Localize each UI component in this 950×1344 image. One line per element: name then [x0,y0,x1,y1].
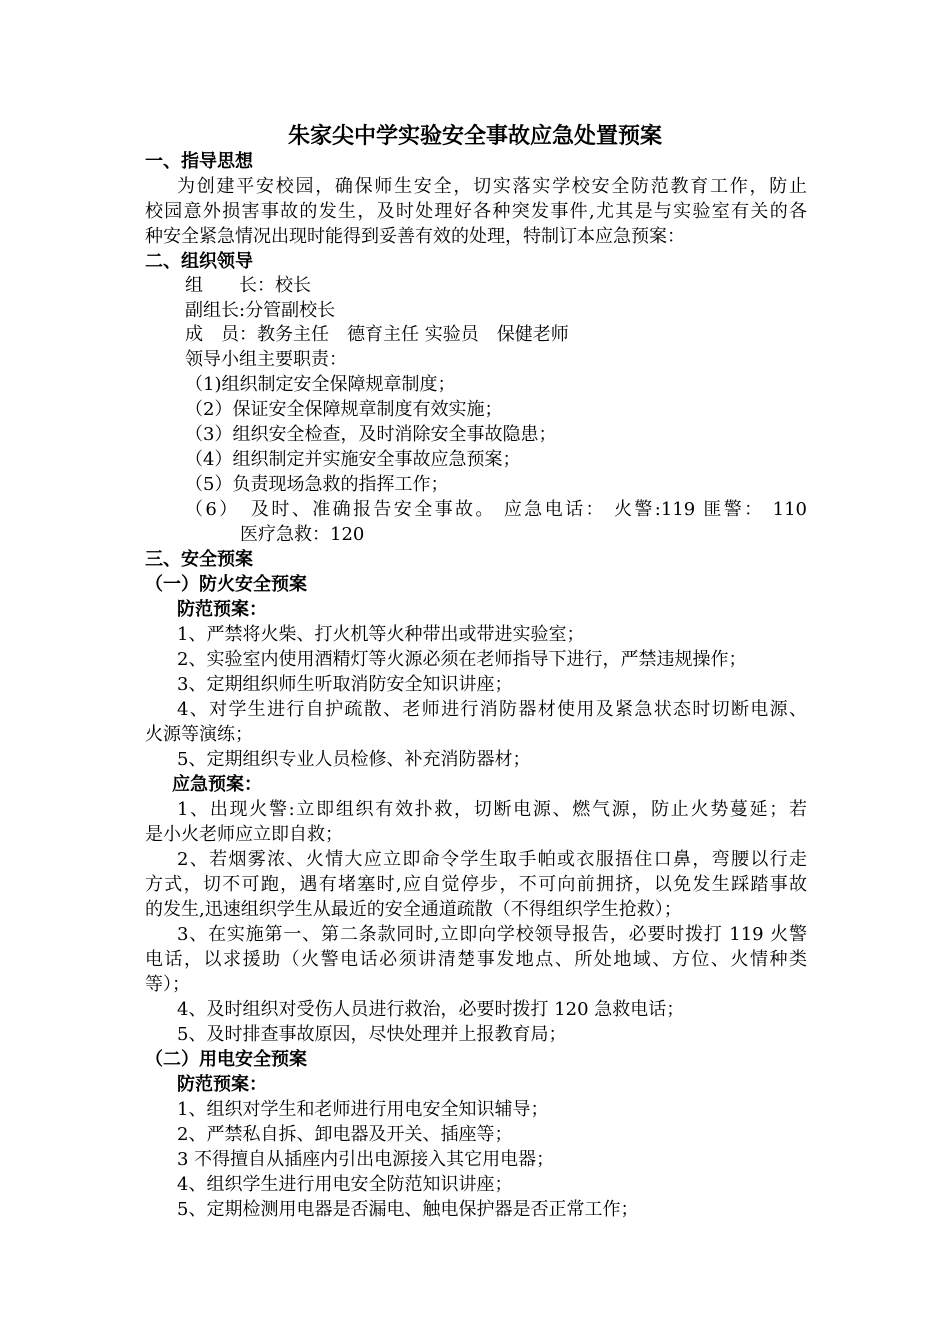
subsection-heading-fire: （一）防火安全预案 [145,574,307,595]
list-item: 2、实验室内使用酒精灯等火源必须在老师指导下进行，严禁违规操作； [177,649,747,670]
duty-item-emergency-phones: （6） 及时、准确报告安全事故。 应急电话： 火警:119 匪警： 110 [185,499,807,520]
list-item: 2、若烟雾浓、火情大应立即命令学生取手帕或衣服捂住口鼻，弯腰以行走 [177,849,807,870]
list-item: 1、组织对学生和老师进行用电安全知识辅导； [177,1099,549,1120]
duties-label: 领导小组主要职责： [185,349,347,370]
duty-item: （1)组织制定安全保障规章制度； [185,374,456,395]
list-item: 1、出现火警:立即组织有效扑救，切断电源、燃气源，防止火势蔓延；若 [177,799,807,820]
list-item: 5、及时排查事故原因，尽快处理并上报教育局； [177,1024,567,1045]
paragraph-line: 校园意外损害事故的发生，及时处理好各种突发事件,尤其是与实验室有关的各 [145,201,807,222]
section-heading-organization: 二、组织领导 [145,251,253,272]
list-item-continued: 的发生,迅速组织学生从最近的安全通道疏散（不得组织学生抢救）； [145,899,682,920]
duty-item: （5）负责现场急救的指挥工作； [185,474,449,495]
list-item: 1、严禁将火柴、打火机等火种带出或带进实验室； [177,624,585,645]
members-line: 成 员：教务主任 德育主任 实验员 保健老师 [185,324,569,345]
list-item: 3 不得擅自从插座内引出电源接入其它用电器； [177,1149,555,1170]
emergency-label: 应急预案： [172,774,262,795]
prevention-label: 防范预案： [177,599,267,620]
list-item: 4、对学生进行自护疏散、老师进行消防器材使用及紧急状态时切断电源、 [177,699,807,720]
list-item: 4、及时组织对受伤人员进行救治，必要时拨打 120 急救电话； [177,999,685,1020]
list-item-continued: 火源等演练； [145,724,253,745]
list-item: 5、定期检测用电器是否漏电、触电保护器是否正常工作； [177,1199,639,1220]
list-item-continued: 电话，以求援助（火警电话必须讲清楚事发地点、所处地域、方位、火情种类 [145,949,807,970]
list-item: 4、组织学生进行用电安全防范知识讲座； [177,1174,513,1195]
list-item-continued: 是小火老师应立即自救； [145,824,343,845]
list-item: 5、定期组织专业人员检修、补充消防器材； [177,749,531,770]
list-item-continued: 方式，切不可跑，遇有堵塞时,应自觉停步，不可向前拥挤，以免发生踩踏事故 [145,874,807,895]
list-item-continued: 等）； [145,974,190,995]
deputy-line: 副组长:分管副校长 [185,300,336,321]
section-heading-safety-plans: 三、安全预案 [145,549,253,570]
duty-item: （4）组织制定并实施安全事故应急预案； [185,449,521,470]
section-heading-guiding: 一、指导思想 [145,151,253,172]
duty-item: （3）组织安全检查，及时消除安全事故隐患； [185,424,557,445]
leader-line: 组 长：校长 [185,275,311,296]
paragraph-line: 为创建平安校园，确保师生安全，切实落实学校安全防范教育工作，防止 [177,176,807,197]
paragraph-line: 种安全紧急情况出现时能得到妥善有效的处理，特制订本应急预案： [145,226,685,247]
prevention-label: 防范预案： [177,1074,267,1095]
document-title: 朱家尖中学实验安全事故应急处置预案 [287,124,662,149]
list-item: 2、严禁私自拆、卸电器及开关、插座等； [177,1124,513,1145]
duty-item: （2）保证安全保障规章制度有效实施； [185,399,503,420]
list-item: 3、定期组织师生听取消防安全知识讲座； [177,674,513,695]
list-item: 3、在实施第一、第二条款同时,立即向学校领导报告，必要时拨打 119 火警 [177,924,807,945]
medical-phone: 医疗急救：120 [240,524,365,545]
subsection-heading-electrical: （二）用电安全预案 [145,1049,307,1070]
